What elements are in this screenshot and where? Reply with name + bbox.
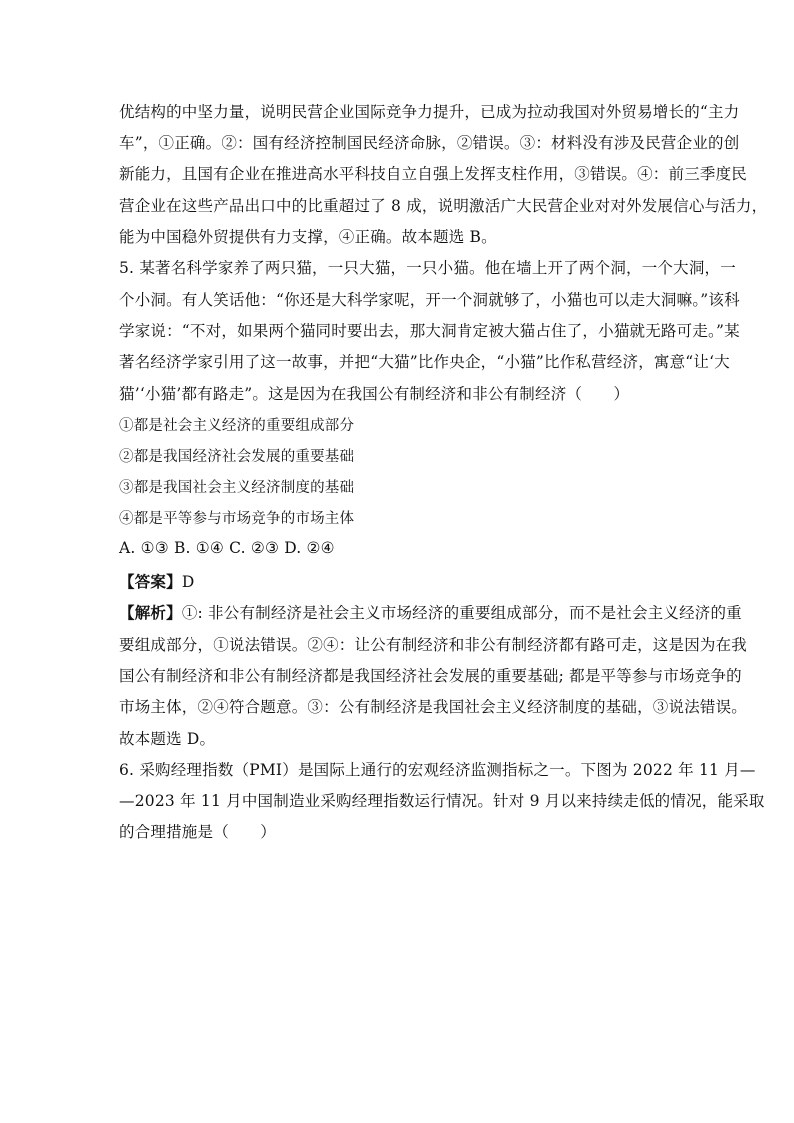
question-5-option: ③都是我国社会主义经济制度的基础 — [119, 480, 355, 496]
question-5-answer — [119, 570, 699, 592]
paragraph-line: 优结构的中坚力量，说明民营企业国际竞争力提升，已成为拉动我国对外贸易增长的“主力 — [119, 103, 740, 121]
question-5-stem-line: 学家说：“不对，如果两个猫同时要出去，那大洞肯定被大猫占住了，小猫就无路可走。”某 — [119, 322, 740, 340]
question-5-option: ④都是平等参与市场竞争的市场主体 — [119, 511, 355, 527]
paragraph-line: 新能力，且国有企业在推进高水平科技自立自强上发挥支柱作用，③错误。④：前三季度民 — [119, 165, 748, 183]
question-5-analysis-line — [119, 601, 742, 623]
question-6-stem-line: —2023 年 11 月中国制造业采购经理指数运行情况。针对 9 月以来持续走低的情况，能采取 — [119, 792, 765, 810]
analysis-text: ①: 非公有制经济是社会主义市场经济的重要组成部分，而不是社会主义经济的重 — [181, 604, 742, 622]
answer-label: 【答案】 — [119, 572, 182, 591]
question-5-analysis-line: 市场主体，②④符合题意。③：公有制经济是我国社会主义经济制度的基础，③说法错误。 — [119, 698, 748, 716]
question-5-option: ①都是社会主义经济的重要组成部分 — [119, 418, 355, 434]
question-6-stem-line: 的合理措施是（ ） — [119, 823, 277, 841]
question-5-choices: A. ①③ B. ①④ C. ②③ D. ②④ — [119, 539, 335, 557]
question-5-analysis-line: 国公有制经济和非公有制经济都是我国经济社会发展的重要基础; 都是平等参与市场竞争的 — [119, 667, 742, 685]
question-5-stem-line: 个小洞。有人笑话他：“你还是大科学家呢，开一个洞就够了，小猫也可以走大洞嘛。”该科 — [119, 291, 740, 309]
question-5-stem-line: 著名经济学家引用了这一故事，并把“大猫”比作央企，“小猫”比作私营经济，寓意“让‘大 — [119, 353, 730, 371]
question-5-analysis-line: 故本题选 D。 — [119, 730, 216, 748]
question-6-stem-line: 6. 采购经理指数（PMI）是国际上通行的宏观经济监测指标之一。下图为 2022 年 11 月— — [119, 761, 756, 779]
paragraph-line: 车”，①正确。②：国有经济控制国民经济命脉，②错误。③：材料没有涉及民营企业的创 — [119, 134, 740, 152]
question-5-stem-line: 5. 某著名科学家养了两只猫，一只大猫，一只小猫。他在墙上开了两个洞，一个大洞，一 — [119, 259, 736, 277]
paragraph-line: 营企业在这些产品出口中的比重超过了 8 成，说明激活广大民营企业对对外发展信心与活力， — [119, 197, 768, 215]
question-5-stem-line: 猫’‘小猫’都有路走”。这是因为在我国公有制经济和非公有制经济（ ） — [119, 385, 630, 403]
question-5-analysis-line: 要组成部分，①说法错误。②④：让公有制经济和非公有制经济都有路可走，这是因为在我 — [119, 636, 748, 654]
analysis-label: 【解析】 — [119, 603, 182, 622]
answer-value: D — [181, 573, 195, 591]
paragraph-line: 能为中国稳外贸提供有力支撑，④正确。故本题选 B。 — [119, 228, 497, 246]
question-5-option: ②都是我国经济社会发展的重要基础 — [119, 449, 355, 465]
